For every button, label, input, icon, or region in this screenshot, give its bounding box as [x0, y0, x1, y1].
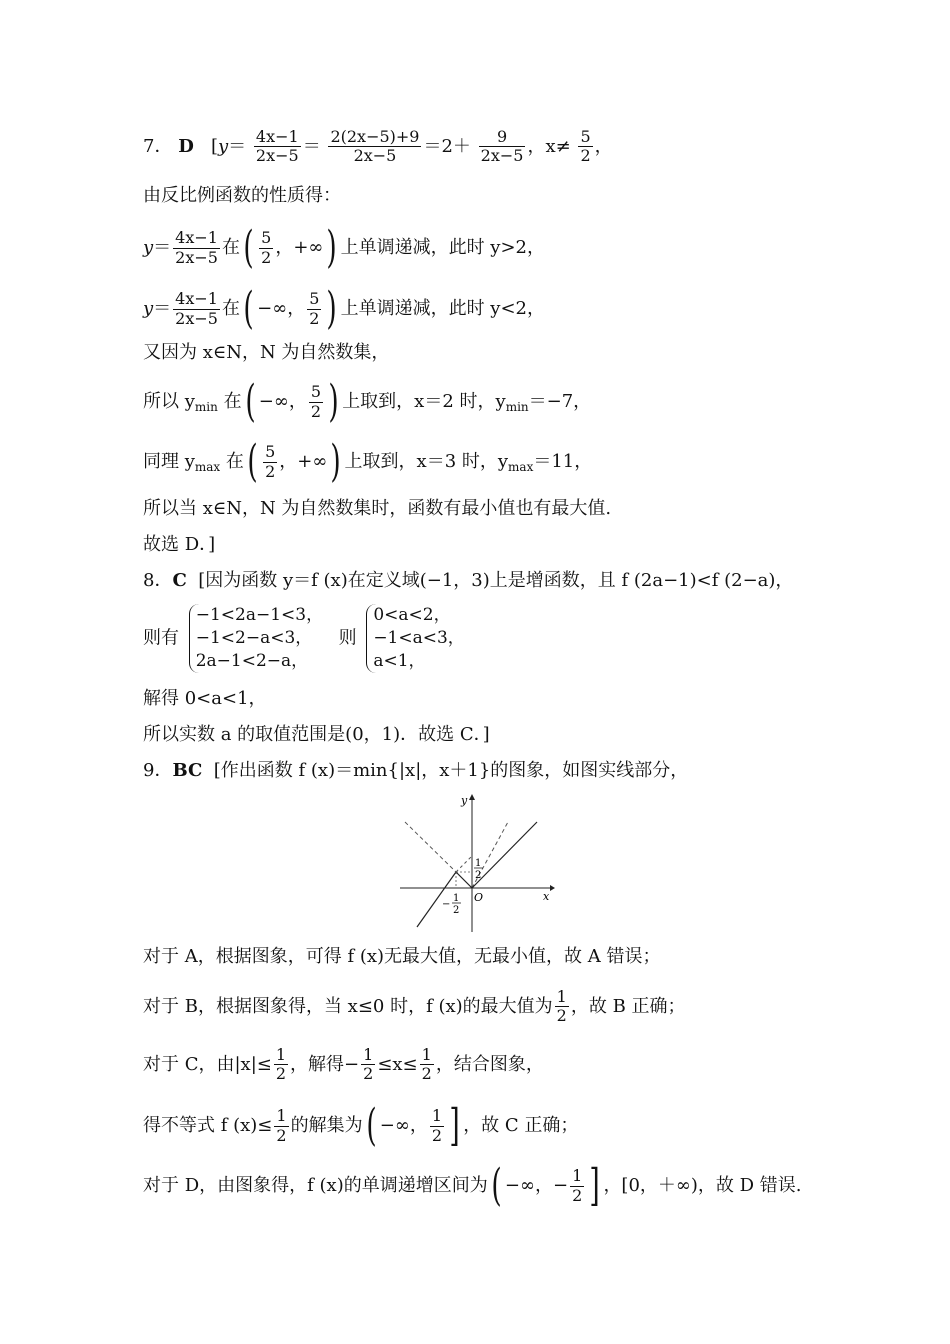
fraction: $\frac{5}{2}$: [310, 382, 322, 421]
q9-number: 9．: [143, 760, 173, 781]
q7-line-3: y＝ $\frac{4x-1}{2x-5}$ 在( $\frac{5}{2}$ ，+∞) 上单调递减，此时 y>2，: [143, 222, 546, 273]
fraction: $\frac{4x-1}{2x-5}$: [175, 289, 218, 328]
fraction: $\frac{5}{2}$: [261, 228, 272, 267]
q7-line-1: 7． D [y＝ $\frac{4x-1}{2x-5}$ ＝ $\frac{2(2x-5)+9}{2x-5}$ ＝2＋ $\frac{9}{2x-5}$ ，x≠ $\frac{5}{2}$ ，: [143, 127, 613, 166]
fraction: $\frac{5}{2}$: [580, 127, 591, 166]
fraction: $\frac{1}{2}$: [556, 987, 567, 1026]
q9-option-c-1: 对于 C，由|x|≤ $\frac{1}{2}$ ，解得− $\frac{1}{2}$ ≤x≤ $\frac{1}{2}$ ，结合图象，: [143, 1045, 544, 1084]
fraction: $\frac{4x-1}{2x-5}$: [255, 127, 299, 166]
solid-line-right: [472, 822, 537, 888]
half-num-left: 1: [453, 893, 460, 904]
q7-line-7: 同理 $y_{max}$ 在( $\frac{5}{2}$ ，+∞) 上取到，x＝3 时，$y_{max}=11$，: [143, 436, 593, 487]
fraction: $\frac{1}{2}$: [275, 1045, 287, 1084]
q9-answer: BC: [172, 760, 203, 781]
neg-sign: −: [442, 899, 451, 910]
fraction: $\frac{1}{2}$: [431, 1106, 443, 1145]
q7-line-4: y＝ $\frac{4x-1}{2x-5}$ 在( −∞， $\frac{5}{2}$ ) 上单调递减，此时 y<2，: [143, 283, 546, 334]
half-num-right: 1: [475, 858, 482, 869]
q8-answer: C: [172, 570, 187, 591]
q7-answer: D: [178, 135, 194, 157]
dashed-line-upper: [456, 856, 472, 872]
half-den-right: 2: [475, 870, 482, 881]
x-label: x: [543, 890, 550, 903]
fraction: $\frac{9}{2x-5}$: [480, 127, 524, 166]
fraction: $\frac{1}{2}$: [363, 1045, 374, 1084]
fraction: $\frac{4x-1}{2x-5}$: [175, 228, 218, 267]
half-den-left: 2: [453, 905, 460, 916]
x-axis-arrow-icon: [550, 885, 555, 891]
q7-line-2: 由反比例函数的性质得：: [143, 185, 341, 206]
fraction: $\frac{2(2x-5)+9}{2x-5}$: [330, 127, 420, 166]
y-axis-arrow-icon: [469, 794, 475, 800]
q9-option-d: 对于 D，由图象得，f (x)的单调递增区间为( −∞，− $\frac{1}{2}$ ] ，[0，＋∞)，故 D 错误.: [143, 1160, 802, 1211]
q8-line-1: 8．C [因为函数 y＝f (x)在定义域(−1，3)上是增函数，且 f (2a−1)<f (2−a)，: [143, 570, 794, 591]
q8-line-2: 则有 −1<2a−1<3， −1<2−a<3， 2a−1<2−a， 则 0<a<2， −1<a<3， a<1，: [143, 605, 465, 671]
inequality-system-2: 0<a<2， −1<a<3， a<1，: [366, 604, 465, 673]
q7-line-5: 又因为 x∈N，N 为自然数集，: [143, 342, 390, 363]
dashed-line-left: [405, 822, 456, 872]
q9-option-b: 对于 B，根据图象得，当 x≤0 时，f (x)的最大值为 $\frac{1}{2}$ ，故 B 正确；: [143, 987, 686, 1026]
q7-line-8: 所以当 x∈N，N 为自然数集时，函数有最小值也有最大值.: [143, 498, 612, 519]
q8-line-3: 解得 0<a<1，: [143, 688, 267, 709]
fraction: $\frac{5}{2}$: [265, 442, 276, 481]
q7-line-6: 所以 $y_{min}$ 在( −∞， $\frac{5}{2}$ ) 上取到，x＝2 时，$y_{min}=-7$，: [143, 376, 592, 427]
q8-number: 8．: [143, 570, 173, 591]
q9-option-c-2: 得不等式 f (x)≤ $\frac{1}{2}$ 的解集为( −∞， $\frac{1}{2}$ ] ，故 C 正确；: [143, 1100, 579, 1151]
q9-line-1: 9．BC [作出函数 f (x)＝min{|x|，x＋1}的图象，如图实线部分，: [143, 760, 689, 781]
origin-label: O: [474, 891, 484, 904]
q9-option-a: 对于 A，根据图象，可得 f (x)无最大值，无最小值，故 A 错误；: [143, 946, 661, 967]
function-graph: [395, 792, 560, 934]
q7-number: 7．: [143, 135, 173, 157]
y-label: y: [461, 794, 468, 807]
q7-line-9: 故选 D．]: [143, 534, 216, 555]
fraction: $\frac{5}{2}$: [309, 289, 320, 328]
fraction: $\frac{1}{2}$: [276, 1106, 287, 1145]
inequality-system-1: −1<2a−1<3， −1<2−a<3， 2a−1<2−a，: [189, 604, 323, 673]
solid-line-peak: [456, 872, 472, 888]
fraction: $\frac{1}{2}$: [421, 1045, 432, 1084]
fraction: $\frac{1}{2}$: [572, 1166, 583, 1205]
q8-line-4: 所以实数 a 的取值范围是(0，1)．故选 C．]: [143, 724, 490, 745]
